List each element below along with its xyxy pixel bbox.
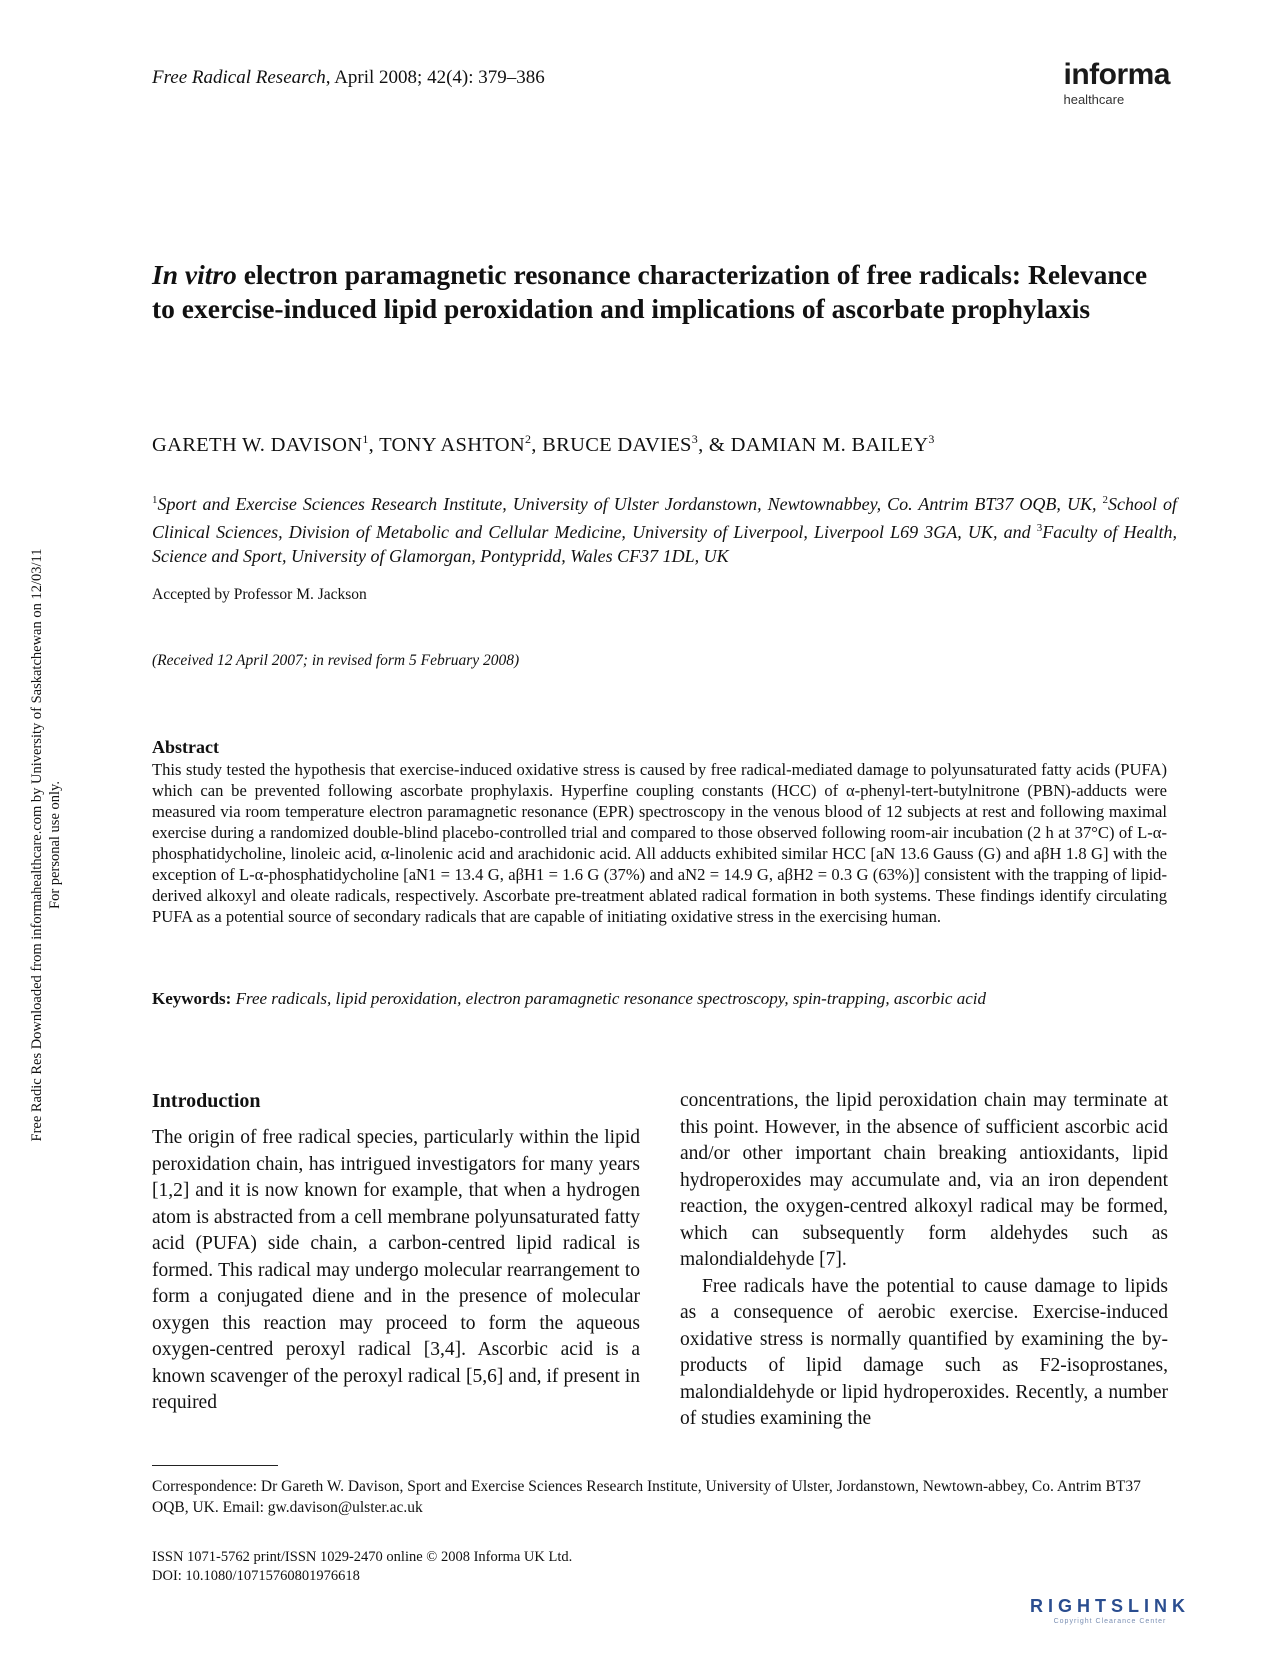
author-sup: 1 bbox=[362, 432, 369, 446]
journal-name: Free Radical Research bbox=[152, 67, 326, 88]
rightslink-logo[interactable] bbox=[1030, 1596, 1190, 1625]
issn-line: ISSN 1071-5762 print/ISSN 1029-2470 online © 2008 Informa UK Ltd. bbox=[152, 1549, 573, 1565]
paper-title bbox=[152, 258, 1152, 326]
doi-line: DOI: 10.1080/10715760801976618 bbox=[152, 1568, 360, 1584]
author-name: DAMIAN M. BAILEY bbox=[730, 433, 929, 456]
download-notice bbox=[28, 495, 64, 1195]
download-notice-line: For personal use only. bbox=[47, 781, 63, 909]
author-sep: , bbox=[368, 433, 380, 456]
author-sup: 3 bbox=[691, 432, 699, 446]
author-sup: 2 bbox=[524, 432, 532, 446]
author-name: BRUCE DAVIES bbox=[542, 433, 692, 456]
affil-sup: 3 bbox=[1036, 522, 1043, 534]
journal-citation bbox=[152, 67, 545, 89]
paragraph: Free radicals have the potential to cause damage to lipids as a consequence of aerobic exercise. Exercise-induced oxidative stress is normally quantified by examining the by-products of lipid damage such as F2-isoprostanes, malondialdehyde or lipid hydroperoxides. Recently, a number of studies examining the bbox=[680, 1275, 1168, 1429]
download-notice-line: Free Radic Res Downloaded from informahealthcare.com by University of Saskatchewan on 12/03/11 bbox=[29, 548, 45, 1142]
affiliations bbox=[152, 488, 1177, 568]
column-right bbox=[680, 1088, 1168, 1433]
author-sep: , bbox=[531, 433, 543, 456]
correspondence-note: Correspondence: Dr Gareth W. Davison, Sport and Exercise Sciences Research Institute, University of Ulster, Jordanstown, Newtown-abbey, Co. Antrim BT37 OQB, UK. Email: gw.davison@ulster.ac.uk bbox=[152, 1478, 1141, 1516]
publisher-logo bbox=[1063, 60, 1170, 107]
author-name: TONY ASHTON bbox=[379, 433, 525, 456]
keywords-text: Free radicals, lipid peroxidation, electron paramagnetic resonance spectroscopy, spin-trapping, ascorbic acid bbox=[235, 989, 986, 1008]
keywords-label: Keywords: bbox=[152, 989, 232, 1008]
title-italic: In vitro bbox=[152, 259, 237, 290]
issn-block bbox=[152, 1548, 572, 1586]
received-dates: (Received 12 April 2007; in revised form 5 February 2008) bbox=[152, 652, 520, 669]
rightslink-text: RIGHTSLINK bbox=[1030, 1596, 1190, 1616]
affil-text: Sport and Exercise Sciences Research Institute, University of Ulster Jordanstown, Newtownabbey, Co. Antrim BT37 OQB, UK, bbox=[157, 494, 1103, 514]
paragraph: The origin of free radical species, particularly within the lipid peroxidation chain, has intrigued investigators for many years [1,2] and it is now known for example, that when a hydrogen atom is abstracted from a cell membrane polyunsaturated fatty acid (PUFA) side chain, a carbon-centred lipid radical is formed. This radical may undergo molecular rearrangement to form a conjugated diene and in the presence of molecular oxygen this reaction may proceed to form the aqueous oxygen-centred peroxyl radical [3,4]. Ascorbic acid is a known scavenger of the peroxyl radical [5,6] and, if present in required bbox=[152, 1127, 640, 1413]
affil-sup: 1 bbox=[152, 494, 158, 506]
column-left bbox=[152, 1125, 640, 1417]
footnote-rule bbox=[152, 1465, 278, 1466]
section-heading-introduction: Introduction bbox=[152, 1090, 261, 1112]
publisher-name: informa bbox=[1063, 58, 1170, 91]
author-sup: 3 bbox=[928, 432, 935, 446]
author-list bbox=[152, 432, 935, 457]
title-rest: electron paramagnetic resonance characterization of free radicals: Relevance to exercise-induced lipid peroxidation and implications of ascorbate prophylaxis bbox=[152, 259, 1148, 324]
journal-issue: , April 2008; 42(4): 379–386 bbox=[325, 67, 545, 88]
keywords bbox=[152, 989, 1172, 1009]
affil-text: School of Clinical Sciences, Division of Metabolic and Cellular Medicine, University of Liverpool, Liverpool L69 3GA, UK, and bbox=[152, 494, 1178, 542]
abstract-heading: Abstract bbox=[152, 737, 219, 757]
publisher-sub: healthcare bbox=[1063, 92, 1125, 107]
affil-text: Faculty of Health, Science and Sport, University of Glamorgan, Pontypridd, Wales CF37 1DL, UK bbox=[152, 522, 1177, 566]
author-name: GARETH W. DAVISON bbox=[152, 433, 363, 456]
affil-sup: 2 bbox=[1102, 494, 1108, 506]
abstract-text: This study tested the hypothesis that exercise-induced oxidative stress is caused by free radical-mediated damage to polyunsaturated fatty acids (PUFA) which can be prevented following ascorbate prophylaxis. Hyperfine coupling constants (HCC) of α-phenyl-tert-butylnitrone (PBN)-adducts were measured via room temperature electron paramagnetic resonance (EPR) spectroscopy in the venous blood of 12 subjects at rest and following maximal exercise during a randomized double-blind placebo-controlled trial and compared to those observed following room-air incubation (2 h at 37°C) of L-α-phosphatidycholine, linoleic acid, α-linolenic acid and arachidonic acid. All adducts exhibited similar HCC [aN 13.6 Gauss (G) and aβH 1.8 G] with the exception of L-α-phosphatidycholine [aN1 = 13.4 G, aβH1 = 1.6 G (37%) and aN2 = 14.9 G, aβH2 = 0.3 G (63%)] consistent with the trapping of lipid-derived alkoxyl and oleate radicals, respectively. Ascorbate pre-treatment ablated radical formation in both systems. These findings identify circulating PUFA as a potential source of secondary radicals that are capable of initiating oxidative stress in the exercising human. bbox=[152, 760, 1167, 926]
accepted-by: Accepted by Professor M. Jackson bbox=[152, 586, 367, 603]
rightslink-sub: Copyright Clearance Center bbox=[1053, 1618, 1167, 1625]
author-sep: , & bbox=[698, 433, 731, 456]
paragraph: concentrations, the lipid peroxidation chain may terminate at this point. However, in the absence of sufficient ascorbic acid and/or other important chain breaking antioxidants, lipid hydroperoxides may accumulate and, via an iron dependent reaction, the oxygen-centred alkoxyl radical may be formed, which can subsequently form aldehydes such as malondialdehyde [7]. bbox=[680, 1090, 1168, 1270]
